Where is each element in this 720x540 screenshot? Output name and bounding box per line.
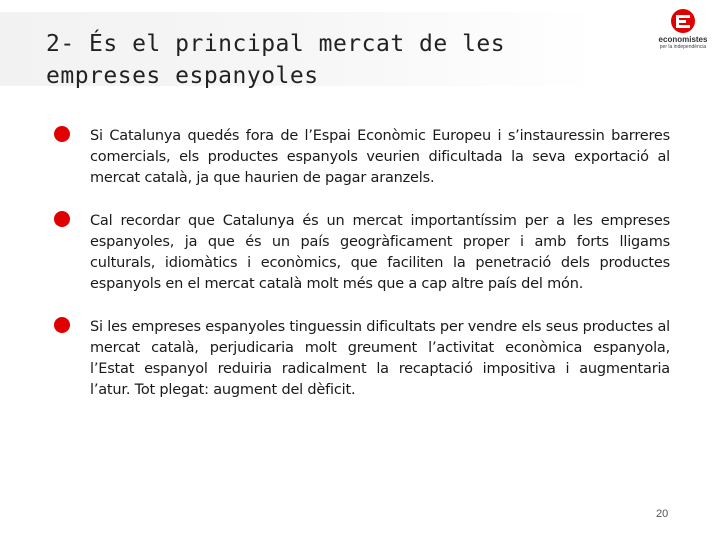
- bullet-list: [54, 126, 670, 401]
- title-line-2: empreses espanyoles: [46, 63, 319, 89]
- logo-tagline: per la independència: [659, 44, 707, 50]
- title-band: [0, 12, 600, 89]
- bullet-dot-icon: [54, 211, 70, 227]
- economistes-logo: [648, 8, 718, 52]
- list-item: [54, 317, 670, 401]
- bullet-text: Si Catalunya quedés fora de l’Espai Econòmic Europeu i s’instauressin barreres comercials, els productes espanyols veurien dificultada la seva exportació al mercat català, ja que haurien de pagar aranzels.: [90, 128, 670, 186]
- list-item: [54, 211, 670, 295]
- logo-mark-icon: [670, 8, 696, 34]
- list-item: [54, 126, 670, 189]
- page-number: 20: [656, 508, 669, 520]
- logo-name: economistes: [658, 35, 708, 44]
- bullet-text: Cal recordar que Catalunya és un mercat importantíssim per a les empreses espanyoles, ja que és un país geogràficament proper i amb forts lligams culturals, idiomàtics i econòmics, que faciliten la penetració dels productes espanyols en el mercat català molt més que a cap altre país del món.: [90, 213, 670, 292]
- bullet-dot-icon: [54, 317, 70, 333]
- bullet-text: Si les empreses espanyoles tinguessin dificultats per vendre els seus productes al mercat català, perjudicaria molt greument l’activitat econòmica espanyola, l’Estat espanyol reduiria radicalment la recaptació impositiva i augmentaria l’atur. Tot plegat: augment del dèficit.: [90, 319, 670, 398]
- slide-title: [46, 28, 606, 92]
- title-line-1: 2- És el principal mercat de les: [46, 31, 506, 57]
- bullet-dot-icon: [54, 126, 70, 142]
